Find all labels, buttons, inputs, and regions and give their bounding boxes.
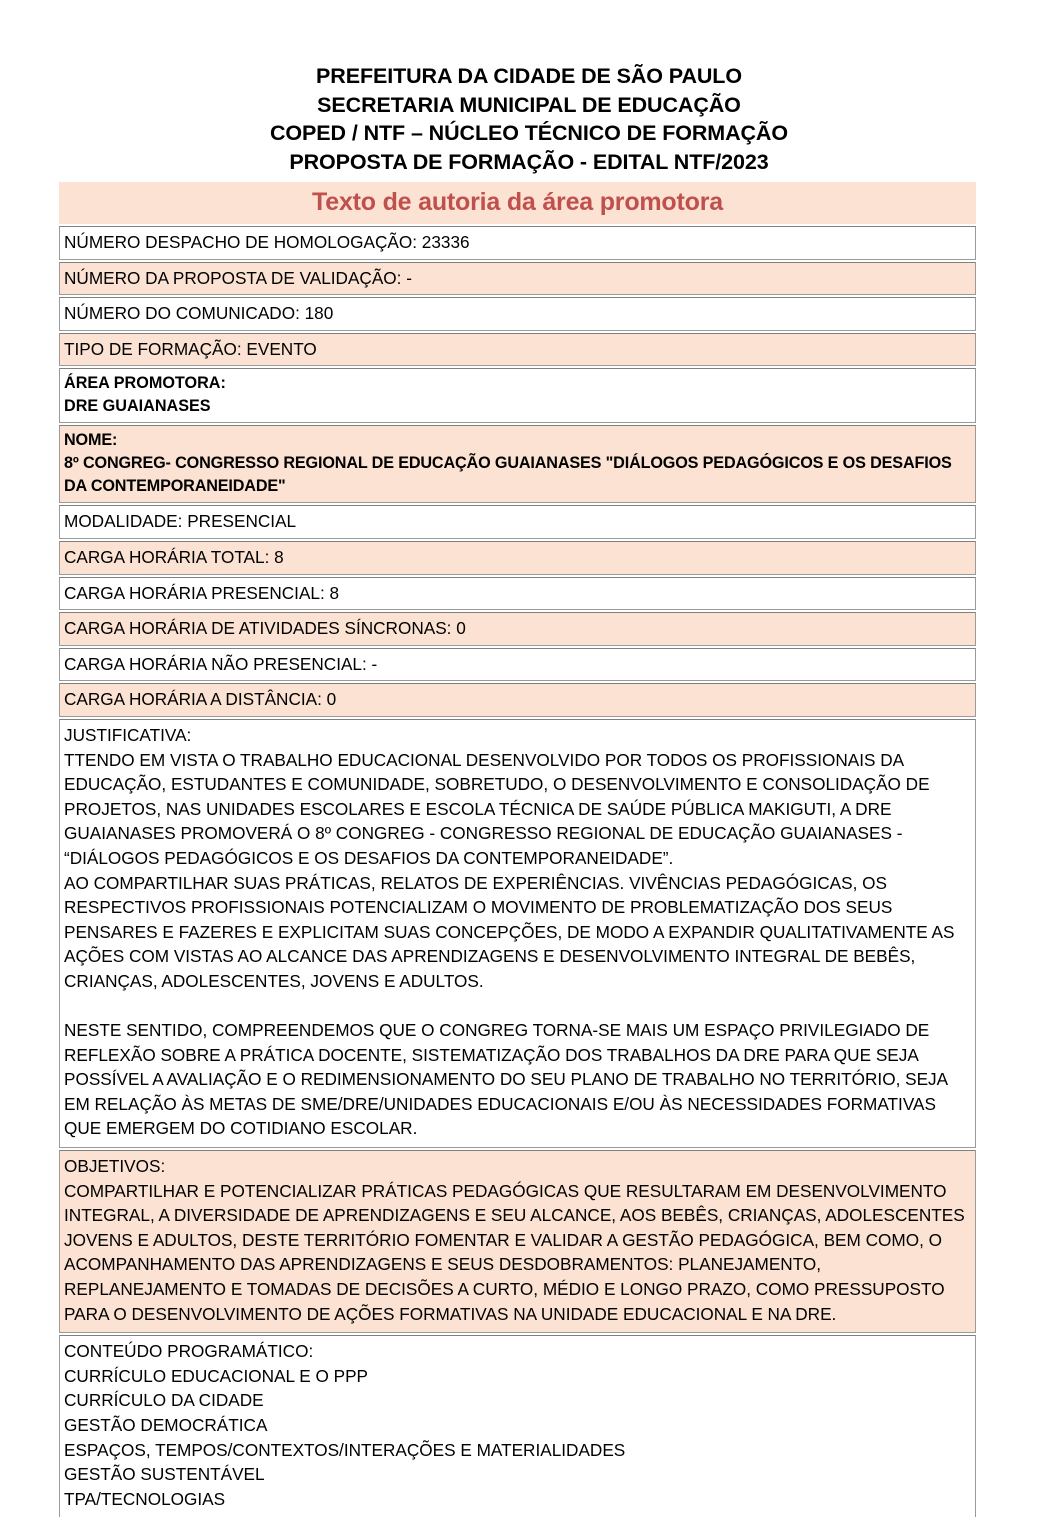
area-promotora-value: DRE GUAIANASES bbox=[64, 397, 211, 416]
justificativa-paragraph-2: AO COMPARTILHAR SUAS PRÁTICAS, RELATOS DE EXPERIÊNCIAS. VIVÊNCIAS PEDAGÓGICAS, OS RESPECTIVOS PROFISSIONAIS POTENCIALIZAM O MOVIMENTO DE PROBLEMATIZAÇÃO DOS SEUS PENSARES E FAZERES E EXPLICITAM SUAS CONCEPÇÕES, DE MODO A EXPANDIR QUALITATIVAMENTE AS AÇÕES COM VISTAS AO ALCANCE DAS APRENDIZAGENS E DESENVOLVIMENTO INTEGRAL DE BEBÊS, CRIANÇAS, ADOLESCENTES, JOVENS E ADULTOS. bbox=[64, 872, 955, 991]
carga-sincronas-text: CARGA HORÁRIA DE ATIVIDADES SÍNCRONAS: 0 bbox=[64, 618, 466, 639]
numero-despacho-text: NÚMERO DESPACHO DE HOMOLOGAÇÃO: 23336 bbox=[64, 232, 470, 252]
nome-value: 8º CONGREG- CONGRESSO REGIONAL DE EDUCAÇÃO GUAIANASES "DIÁLOGOS PEDAGÓGICOS E OS DESAFIOS DA CONTEMPORANEIDADE" bbox=[64, 454, 952, 496]
row-numero-proposta bbox=[59, 262, 976, 296]
justificativa-paragraph-3: NESTE SENTIDO, COMPREENDEMOS QUE O CONGREG TORNA-SE MAIS UM ESPAÇO PRIVILEGIADO DE REFLEXÃO SOBRE A PRÁTICA DOCENTE, SISTEMATIZAÇÃO DOS TRABALHOS DA DRE PARA QUE SEJA POSSÍVEL A AVALIAÇÃO E O REDIMENSIONAMENTO DO SEU PLANO DE TRABALHO NO TERRITÓRIO, SEJA EM RELAÇÃO ÀS METAS DE SME/DRE/UNIDADES EDUCACIONAIS E/OU ÀS NECESSIDADES FORMATIVAS QUE EMERGEM DO COTIDIANO ESCOLAR. bbox=[64, 1020, 948, 1139]
row-modalidade bbox=[59, 505, 976, 539]
header-line-prefeitura: PREFEITURA DA CIDADE DE SÃO PAULO bbox=[316, 64, 742, 88]
row-conteudo-programatico bbox=[59, 1335, 976, 1517]
row-carga-presencial bbox=[59, 577, 976, 611]
row-objetivos bbox=[59, 1150, 976, 1333]
justificativa-label: JUSTIFICATIVA: bbox=[64, 724, 192, 745]
carga-nao-presencial-text: CARGA HORÁRIA NÃO PRESENCIAL: - bbox=[64, 653, 378, 674]
carga-distancia-text: CARGA HORÁRIA A DISTÂNCIA: 0 bbox=[64, 689, 337, 710]
conteudo-item: TPA/TECNOLOGIAS bbox=[64, 1488, 226, 1509]
conteudo-item: GESTÃO SUSTENTÁVEL bbox=[64, 1464, 265, 1485]
row-carga-sincronas bbox=[59, 612, 976, 646]
nome-label: NOME: bbox=[64, 431, 118, 450]
justificativa-paragraph-gap bbox=[64, 993, 971, 1018]
conteudo-label: CONTEÚDO PROGRAMÁTICO: bbox=[64, 1341, 314, 1362]
conteudo-item: ESPAÇOS, TEMPOS/CONTEXTOS/INTERAÇÕES E MATERIALIDADES bbox=[64, 1439, 626, 1460]
header-line-proposta-edital: PROPOSTA DE FORMAÇÃO - EDITAL NTF/2023 bbox=[289, 149, 769, 174]
row-numero-despacho bbox=[59, 226, 976, 260]
row-carga-nao-presencial bbox=[59, 648, 976, 682]
row-numero-comunicado bbox=[59, 297, 976, 331]
carga-total-text: CARGA HORÁRIA TOTAL: 8 bbox=[64, 546, 284, 567]
carga-presencial-text: CARGA HORÁRIA PRESENCIAL: 8 bbox=[64, 582, 340, 603]
conteudo-item: GESTÃO DEMOCRÁTICA bbox=[64, 1414, 268, 1435]
tipo-formacao-text: TIPO DE FORMAÇÃO: EVENTO bbox=[64, 338, 317, 359]
justificativa-paragraph-1: TTENDO EM VISTA O TRABALHO EDUCACIONAL DESENVOLVIDO POR TODOS OS PROFISSIONAIS DA EDUCAÇÃO, ESTUDANTES E COMUNIDADE, SOBRETUDO, O DESENVOLVIMENTO E CONSOLIDAÇÃO DE PROJETOS, NAS UNIDADES ESCOLARES E ESCOLA TÉCNICA DE SAÚDE PÚBLICA MAKIGUTI, A DRE GUAIANASES PROMOVERÁ O 8º CONGREG - CONGRESSO REGIONAL DE EDUCAÇÃO GUAIANASES - “DIÁLOGOS PEDAGÓGICOS E OS DESAFIOS DA CONTEMPORANEIDADE”. bbox=[64, 749, 930, 868]
proposal-table bbox=[59, 182, 976, 1517]
objetivos-text: COMPARTILHAR E POTENCIALIZAR PRÁTICAS PEDAGÓGICAS QUE RESULTARAM EM DESENVOLVIMENTO INTEGRAL, A DIVERSIDADE DE APRENDIZAGENS E SEU ALCANCE, AOS BEBÊS, CRIANÇAS, ADOLESCENTES JOVENS E ADULTOS, DESTE TERRITÓRIO FOMENTAR E VALIDAR A GESTÃO PEDAGÓGICA, BEM COMO, O ACOMPANHAMENTO DAS APRENDIZAGENS E SEUS DESDOBRAMENTOS: PLANEJAMENTO, REPLANEJAMENTO E TOMADAS DE DECISÕES A CURTO, MÉDIO E LONGO PRAZO, COMO PRESSUPOSTO PARA O DESENVOLVIMENTO DE AÇÕES FORMATIVAS NA UNIDADE EDUCACIONAL E NA DRE. bbox=[64, 1180, 965, 1324]
banner-title: Texto de autoria da área promotora bbox=[312, 188, 723, 216]
section-banner bbox=[59, 182, 976, 224]
numero-proposta-text: NÚMERO DA PROPOSTA DE VALIDAÇÃO: - bbox=[64, 267, 412, 288]
document-header bbox=[0, 0, 1058, 176]
row-nome bbox=[59, 425, 976, 503]
modalidade-text: MODALIDADE: PRESENCIAL bbox=[64, 511, 297, 532]
row-tipo-formacao bbox=[59, 333, 976, 367]
header-line-secretaria: SECRETARIA MUNICIPAL DE EDUCAÇÃO bbox=[317, 92, 741, 117]
area-promotora-label: ÁREA PROMOTORA: bbox=[64, 374, 226, 393]
conteudo-item: CURRÍCULO DA CIDADE bbox=[64, 1390, 264, 1411]
conteudo-item: CURRÍCULO EDUCACIONAL E O PPP bbox=[64, 1365, 369, 1386]
header-line-coped-ntf: COPED / NTF – NÚCLEO TÉCNICO DE FORMAÇÃO bbox=[270, 121, 788, 145]
row-justificativa bbox=[59, 719, 976, 1148]
row-carga-distancia bbox=[59, 683, 976, 717]
row-carga-total bbox=[59, 541, 976, 575]
objetivos-label: OBJETIVOS: bbox=[64, 1156, 166, 1177]
numero-comunicado-text: NÚMERO DO COMUNICADO: 180 bbox=[64, 303, 334, 324]
row-area-promotora bbox=[59, 368, 976, 423]
